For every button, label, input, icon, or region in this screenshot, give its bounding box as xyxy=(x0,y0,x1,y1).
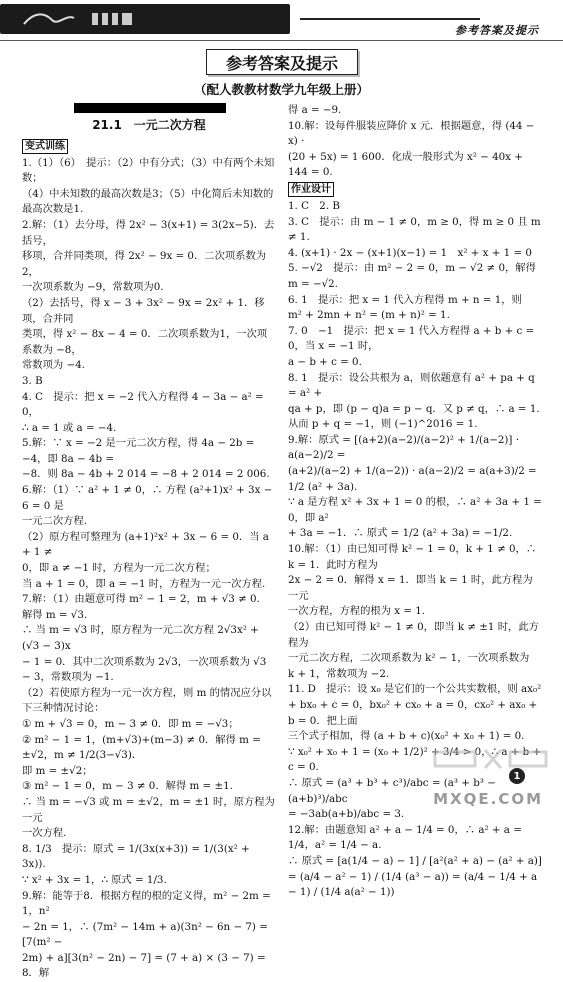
header-divider xyxy=(0,40,563,41)
answer-line: 类项，得 x² − 8x − 4 = 0．二次项系数为1，一次项系数为 −8， xyxy=(22,328,268,356)
answer-line: ① m + √3 = 0，m − 3 ≠ 0．即 m = −√3； xyxy=(22,717,239,730)
answer-line: 1.（1）（6） 提示：（2）中有分式；（3）中有两个未知数； xyxy=(22,156,275,185)
answer-line: ∴ 原式 = (a³ + b³ + c³)/abc = (a³ + b³ − (a+b)³)/abc xyxy=(288,776,496,805)
right-answers-top xyxy=(288,103,542,181)
answer-line: 移项，合并同类项，得 2x² − 9x = 0．二次项系数为2， xyxy=(22,250,267,278)
answer-line: （4）中未知数的最高次数是3；（5）中化简后未知数的 xyxy=(22,187,274,200)
homework-tag: 作业设计 xyxy=(288,182,334,197)
watermark-text: MXQE.COM xyxy=(433,790,543,808)
answer-line: k + 1，常数项为 −2. xyxy=(288,667,390,680)
answer-line: − 1 = 0．其中二次项系数为 2√3，一次项系数为 √3 − 3，常数项为 −1. xyxy=(22,655,267,684)
answer-line: 三个式子相加，得 (a + b + c)(x₀² + x₀ + 1) = 0. xyxy=(288,730,525,743)
answer-line: 2x − 2 = 0．解得 x = 1．即当 k = 1 时，此方程为一元 xyxy=(288,574,533,602)
page-number: 1 xyxy=(509,768,525,784)
answer-line: m² + 2mn + n² = (m + n)² = 1. xyxy=(288,309,450,322)
answer-line: （2）由已知可得 k² − 1 ≠ 0，即当 k ≠ ±1 时，此方程为 xyxy=(288,621,539,649)
answer-line: 一次项系数为 −9，常数项为0. xyxy=(22,281,164,294)
answer-line: 一次方程. xyxy=(22,827,67,840)
answer-line: 最高次数是1. xyxy=(22,203,84,216)
answer-line: 即 m = ±√2； xyxy=(22,764,93,777)
section-title: 21.1 一元二次方程 xyxy=(92,118,206,132)
answer-line: 4. C 提示：把 x = −2 代入方程得 4 − 3a − a² = 0， xyxy=(22,390,264,419)
answer-line: 得 a = −9. xyxy=(288,104,342,116)
header-rule xyxy=(300,18,480,30)
answer-line: a − b + c = 0. xyxy=(288,355,362,368)
answer-line: 10.解：设每件服装应降价 x 元．根据题意，得 (44 − x) · xyxy=(288,119,535,148)
answer-line: 常数项为 −4. xyxy=(22,359,85,372)
answer-line: (20 + 5x) = 1 600．化成一般形式为 x² − 40x + 144 = 0. xyxy=(288,150,523,179)
left-column xyxy=(22,103,276,982)
answer-line: 当 a + 1 = 0，即 a = −1 时，方程为一元一次方程. xyxy=(22,577,266,590)
answer-line: 一元二次方程. xyxy=(22,515,88,528)
answer-line: 6.解：（1）∵ a² + 1 ≠ 0，∴ 方程 (a²+1)x² + 3x − 6 = 0 是 xyxy=(22,484,273,512)
answer-line: 7. 0 −1 提示：把 x = 1 代入方程得 a + b + c = 0，当 x = −1 时， xyxy=(288,324,535,353)
header-decoration-icon xyxy=(22,8,142,30)
answer-line: 3. C 提示：由 m − 1 ≠ 0，m ≥ 0，得 m ≥ 0 且 m ≠ 1. xyxy=(288,215,541,244)
answer-line: ∴ 原式 = [a(1/4 − a) − 1] / [a²(a² + a) − (a² + a)] xyxy=(288,854,542,867)
answer-line: ∴ 当 m = −√3 或 m = ±√2，m = ±1 时，原方程为一元 xyxy=(22,795,275,824)
answer-line: 1. C 2. B xyxy=(288,199,340,212)
answer-line: （2）原方程可整理为 (a+1)²x² + 3x − 6 = 0．当 a + 1 ≠ xyxy=(22,530,269,559)
answer-line: 一次方程，方程的根为 x = 1. xyxy=(288,605,426,618)
answer-line: 10.解：（1）由已知可得 k² − 1 = 0，k + 1 ≠ 0，∴ k = 1．此时方程为 xyxy=(288,543,537,571)
answer-line: 下三种情况讨论： xyxy=(22,702,105,715)
answer-line: ∴ a = 1 或 a = −4. xyxy=(22,421,117,434)
answer-line: 4. (x+1) · 2x − (x+1)(x−1) = 1 x² + x + 1 = 0 xyxy=(288,246,532,259)
answer-line: 7.解：（1）由题意可得 m² − 1 = 2，m + √3 ≠ 0．解得 m = √3. xyxy=(22,593,267,621)
answer-line: 12.解：由题意知 a² + a − 1/4 = 0，∴ a² + a = 1/4，a² = 1/4 − a. xyxy=(288,823,522,852)
answer-line: 9.解：能等于8．根据方程的根的定义得，m² − 2m = 1，n² xyxy=(22,889,271,918)
answer-line: 8. 1/3 提示：原式 = 1/(3x(x+3)) = 1/(3(x² + 3x)). xyxy=(22,842,250,871)
section-bar xyxy=(74,103,226,113)
answer-line: ∵ a 是方程 x² + 3x + 1 = 0 的根，∴ a² + 3a + 1 = 0，即 a² xyxy=(288,496,542,524)
answer-line: qa + p，即 (p − q)a = p − q．又 p ≠ q，∴ a = 1. xyxy=(288,402,540,415)
answer-line: 2.解：（1）去分母，得 2x² − 3(x+1) = 3(2x−5)．去括号， xyxy=(22,218,275,247)
answer-line: = (a/4 − a² − 1) / (1/4 (a³ − a)) = (a/4 − 1/4 + a − 1) / (1/4 a(a² − 1)) xyxy=(288,870,538,899)
answer-line: 0，即 a ≠ −1 时，方程为一元二次方程； xyxy=(22,562,216,575)
answer-line: + 3a = −1．∴ 原式 = 1/2 (a² + 3a) = −1/2. xyxy=(288,527,513,540)
answer-line: （2）去括号，得 x − 3 + 3x² − 9x = 2x² + 1．移项，合并同 xyxy=(22,296,265,325)
answer-line: ∵ x₀² + x₀ + 1 = (x₀ + 1/2)² + 3/4 > 0，∴ a + b + c = 0. xyxy=(288,745,542,774)
answer-line: 9.解：原式 = [(a+2)(a−2)/(a−2)² + 1/(a−2)] · a(a−2)/2 = xyxy=(288,433,519,462)
answer-line: ② m² − 1 = 1，(m+√3)+(m−3) ≠ 0．解得 m = ±√2，m ≠ 1/2(3−√3)． xyxy=(22,733,261,762)
answer-line: 从而 p + q = −1，则 (−1)^2016 = 1. xyxy=(288,418,478,431)
answer-line: −8．则 8a − 4b + 2 014 = −8 + 2 014 = 2 006. xyxy=(22,468,270,481)
answer-line: ∵ x² + 3x = 1，∴ 原式 = 1/3. xyxy=(22,873,167,886)
practice-tag: 变式训练 xyxy=(22,139,68,154)
answer-line: 5.解：∵ x = −2 是一元二次方程，得 4a − 2b = −4，即 8a − 4b = xyxy=(22,437,255,465)
answer-line: ∴ 当 m = √3 时，原方程为一元二次方程 2√3x² + (√3 − 3)x xyxy=(22,624,259,652)
answer-line: (a+2)/(a−2) + 1/(a−2)) · a(a−2)/2 = a(a+3)/2 = 1/2 (a² + 3a). xyxy=(288,465,537,493)
page-subtitle: （配人教教材数学九年级上册） xyxy=(193,82,369,97)
answer-line: 11. D 提示：设 x₀ 是它们的一个公共实数根，则 ax₀² xyxy=(288,683,542,696)
header-right-text: 参考答案及提示 xyxy=(455,24,539,37)
answer-line: 一元二次方程，二次项系数为 k² − 1，一次项系数为 xyxy=(288,652,530,665)
page-title: 参考答案及提示 xyxy=(206,49,358,75)
answer-line: 2m) + a][3(n² − 2n) − 7] = (7 + a) × (3 − 7) = 8．解 xyxy=(22,951,266,980)
page-header xyxy=(0,0,563,40)
answer-line: 6. 1 提示：把 x = 1 代入方程得 m + n = 1，则 xyxy=(288,293,522,306)
answer-line: （2）若使原方程为一元一次方程，则 m 的情况应分以 xyxy=(22,686,272,699)
left-answers xyxy=(22,156,276,982)
answer-line: + bx₀ + c = 0，bx₀² + cx₀ + a = 0，cx₀² + ax₀ + b = 0．把上面 xyxy=(288,698,538,727)
answer-line: 5. −√2 提示：由 m² − 2 = 0，m − √2 ≠ 0，解得 m = −√2. xyxy=(288,262,536,290)
answer-line: 8. 1 提示：设公共根为 a，则依题意有 a² + pa + q = a² + xyxy=(288,371,535,400)
answer-line: = −3ab(a+b)/abc = 3. xyxy=(288,808,405,821)
answer-line: − 2n = 1，∴ (7m² − 14m + a)(3n² − 6n − 7) = [7(m² − xyxy=(22,920,268,949)
answer-line: ③ m² − 1 = 0，m − 3 ≠ 0．解得 m = ±1. xyxy=(22,780,233,793)
answer-line: 3. B xyxy=(22,374,43,387)
